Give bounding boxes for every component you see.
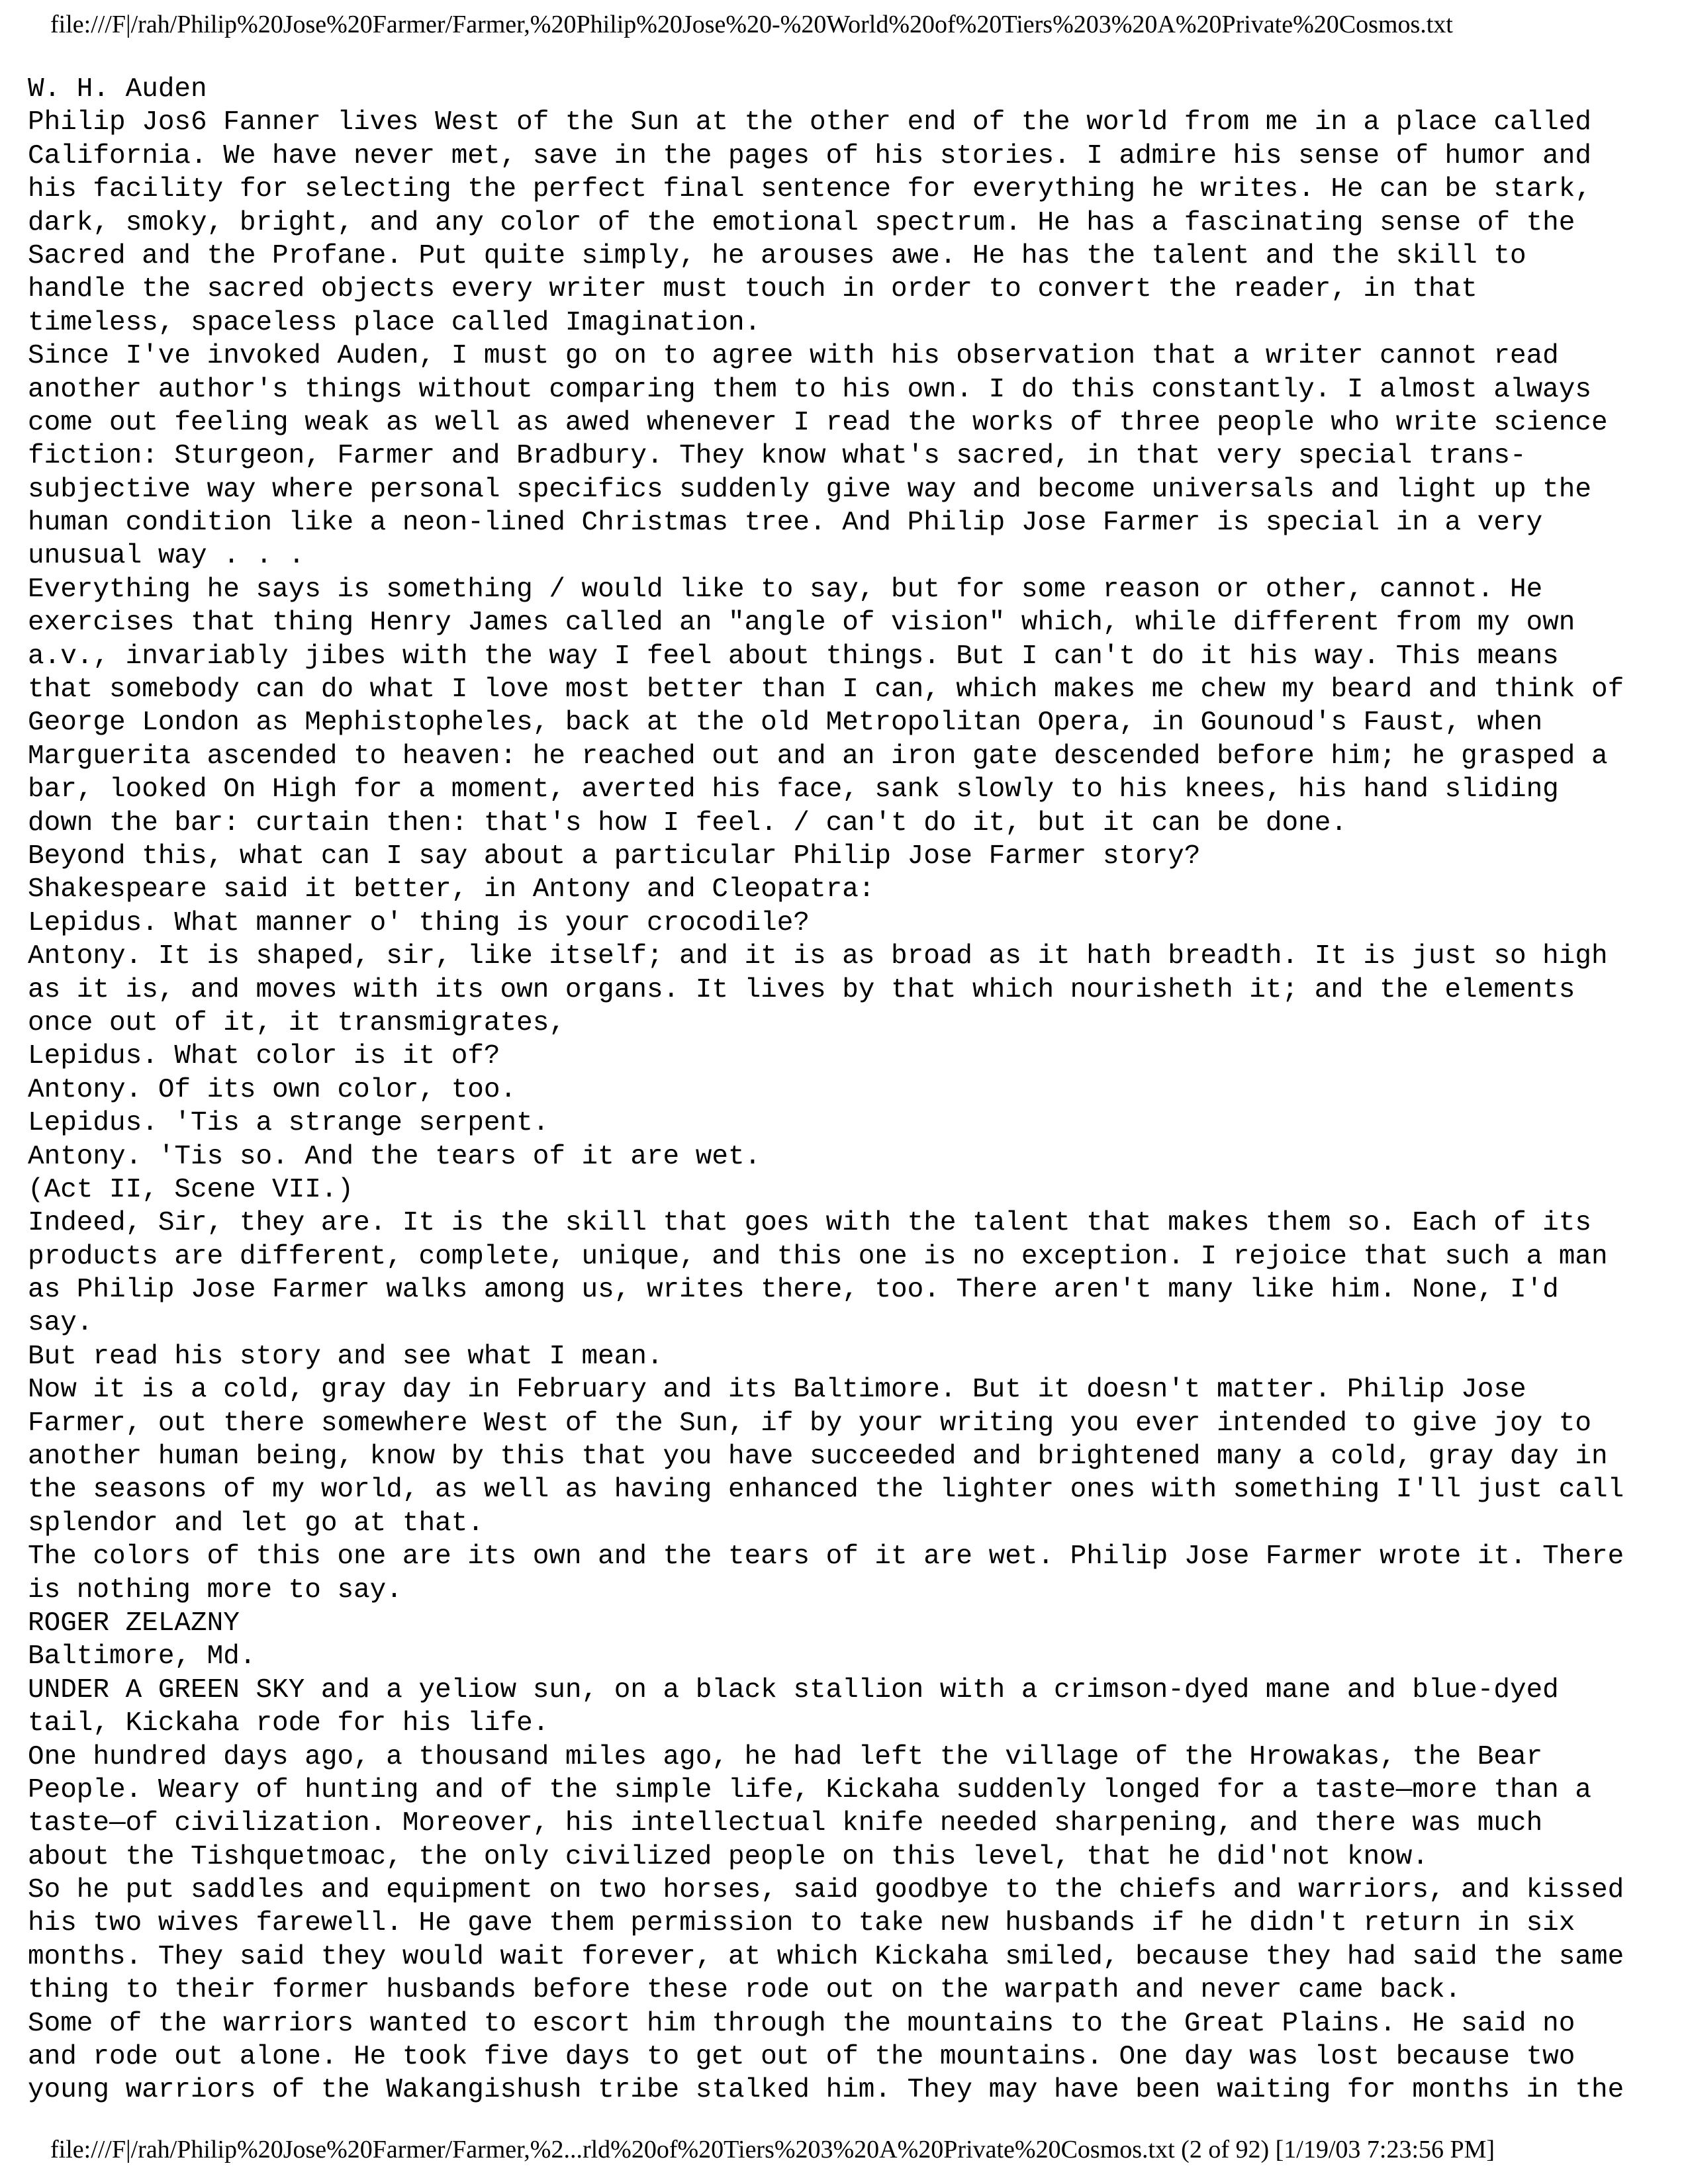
text-line: tail, Kickaha rode for his life. — [28, 1708, 549, 1739]
text-line: Farmer, out there somewhere West of the Sun, if by your writing you ever intended to give joy to — [28, 1408, 1591, 1439]
text-line: a.v., invariably jibes with the way I feel about things. But I can't do it his way. This means — [28, 641, 1559, 672]
text-line: his facility for selecting the perfect final sentence for everything he writes. He can be stark, — [28, 174, 1591, 205]
text-line: as it is, and moves with its own organs. It lives by that which nourisheth it; and the elements — [28, 974, 1575, 1005]
text-line: Some of the warriors wanted to escort him through the mountains to the Great Plains. He said no — [28, 2008, 1575, 2039]
text-line: taste—of civilization. Moreover, his intellectual knife needed sharpening, and there was much — [28, 1808, 1543, 1839]
text-line: another author's things without comparing them to his own. I do this constantly. I almost always — [28, 374, 1591, 405]
text-line: Indeed, Sir, they are. It is the skill that goes with the talent that makes them so. Each of its — [28, 1208, 1591, 1239]
text-line: his two wives farewell. He gave them permission to take new husbands if he didn't return in six — [28, 1908, 1575, 1939]
text-line: Lepidus. What color is it of? — [28, 1041, 500, 1072]
text-line: subjective way where personal specifics suddenly give way and become universals and light up the — [28, 474, 1591, 505]
text-line: George London as Mephistopheles, back at the old Metropolitan Opera, in Gounoud's Faust, when — [28, 707, 1543, 739]
text-line: But read his story and see what I mean. — [28, 1341, 663, 1372]
text-line: splendor and let go at that. — [28, 1508, 484, 1539]
text-line: (Act II, Scene VII.) — [28, 1174, 354, 1205]
document-text — [28, 73, 1669, 2107]
text-line: exercises that thing Henry James called an "angle of vision" which, while different from my own — [28, 608, 1575, 639]
text-line: So he put saddles and equipment on two horses, said goodbye to the chiefs and warriors, and kissed — [28, 1875, 1624, 1906]
text-line: the seasons of my world, as well as having enhanced the lighter ones with something I'll just call — [28, 1475, 1624, 1506]
text-line: Beyond this, what can I say about a particular Philip Jose Farmer story? — [28, 841, 1201, 872]
text-line: as Philip Jose Farmer walks among us, writes there, too. There aren't many like him. None, I'd — [28, 1275, 1559, 1306]
text-line: People. Weary of hunting and of the simple life, Kickaha suddenly longed for a taste—more than a — [28, 1774, 1591, 1805]
text-line: Shakespeare said it better, in Antony and Cleopatra: — [28, 874, 875, 905]
page-footer-path-and-page-info: file:///F|/rah/Philip%20Jose%20Farmer/Farmer,%2...rld%20of%20Tiers%203%20A%20Private%20Cosmos.txt (2 of 92) [1/19/03 7:23:56 PM] — [50, 2136, 1495, 2163]
text-line: is nothing more to say. — [28, 1574, 402, 1606]
text-line: California. We have never met, save in the pages of his stories. I admire his sense of humor and — [28, 140, 1591, 171]
text-line: say. — [28, 1308, 93, 1339]
text-line: months. They said they would wait forever, at which Kickaha smiled, because they had said the same — [28, 1941, 1624, 1972]
text-line: and rode out alone. He took five days to get out of the mountains. One day was lost because two — [28, 2042, 1575, 2073]
text-line: products are different, complete, unique, and this one is no exception. I rejoice that such a man — [28, 1241, 1608, 1272]
text-line: unusual way . . . — [28, 541, 305, 572]
text-line: dark, smoky, bright, and any color of the emotional spectrum. He has a fascinating sense of the — [28, 207, 1575, 238]
text-line: Now it is a cold, gray day in February and its Baltimore. But it doesn't matter. Philip Jose — [28, 1375, 1526, 1406]
text-line: Philip Jos6 Fanner lives West of the Sun at the other end of the world from me in a place called — [28, 107, 1591, 138]
text-line: One hundred days ago, a thousand miles ago, he had left the village of the Hrowakas, the Bear — [28, 1741, 1543, 1772]
text-line: timeless, spaceless place called Imagination. — [28, 307, 761, 338]
page-header-file-path: file:///F|/rah/Philip%20Jose%20Farmer/Farmer,%20Philip%20Jose%20-%20World%20of%20Tiers%203%20A%20Private%20Cosmos.txt — [50, 11, 1453, 38]
text-line: Antony. 'Tis so. And the tears of it are wet. — [28, 1141, 761, 1172]
text-line: Everything he says is something / would like to say, but for some reason or other, cannot. He — [28, 574, 1543, 605]
text-line: handle the sacred objects every writer must touch in order to convert the reader, in that — [28, 274, 1477, 305]
text-line: UNDER A GREEN SKY and a yeliow sun, on a black stallion with a crimson-dyed mane and blue-dyed — [28, 1674, 1559, 1706]
text-line: come out feeling weak as well as awed whenever I read the works of three people who write science — [28, 407, 1608, 438]
text-line: once out of it, it transmigrates, — [28, 1007, 565, 1038]
text-line: that somebody can do what I love most better than I can, which makes me chew my beard and think of — [28, 674, 1624, 705]
text-line: down the bar: curtain then: that's how I feel. / can't do it, but it can be done. — [28, 807, 1347, 839]
text-line: W. H. Auden — [28, 74, 207, 105]
text-line: thing to their former husbands before these rode out on the warpath and never came back. — [28, 1975, 1462, 2006]
text-line: The colors of this one are its own and the tears of it are wet. Philip Jose Farmer wrote it. There — [28, 1541, 1624, 1572]
text-line: Baltimore, Md. — [28, 1641, 256, 1672]
text-line: Marguerita ascended to heaven: he reached out and an iron gate descended before him; he grasped a — [28, 741, 1608, 772]
text-line: fiction: Sturgeon, Farmer and Bradbury. They know what's sacred, in that very special trans- — [28, 441, 1526, 472]
text-line: Lepidus. 'Tis a strange serpent. — [28, 1108, 549, 1139]
text-line: about the Tishquetmoac, the only civilized people on this level, that he did'not know. — [28, 1841, 1429, 1872]
text-line: Since I've invoked Auden, I must go on to agree with his observation that a writer cannot read — [28, 341, 1559, 372]
text-line: ROGER ZELAZNY — [28, 1608, 240, 1639]
text-line: Antony. Of its own color, too. — [28, 1074, 517, 1105]
text-line: young warriors of the Wakangishush tribe stalked him. They may have been waiting for months in the — [28, 2075, 1624, 2106]
text-line: Sacred and the Profane. Put quite simply, he arouses awe. He has the talent and the skill to — [28, 240, 1526, 271]
text-line: Lepidus. What manner o' thing is your crocodile? — [28, 907, 810, 938]
text-line: human condition like a neon-lined Christmas tree. And Philip Jose Farmer is special in a very — [28, 508, 1543, 539]
text-line: Antony. It is shaped, sir, like itself; and it is as broad as it hath breadth. It is just so high — [28, 941, 1608, 972]
text-line: another human being, know by this that you have succeeded and brightened many a cold, gray day in — [28, 1441, 1608, 1473]
text-line: bar, looked On High for a moment, averted his face, sank slowly to his knees, his hand sliding — [28, 774, 1559, 805]
